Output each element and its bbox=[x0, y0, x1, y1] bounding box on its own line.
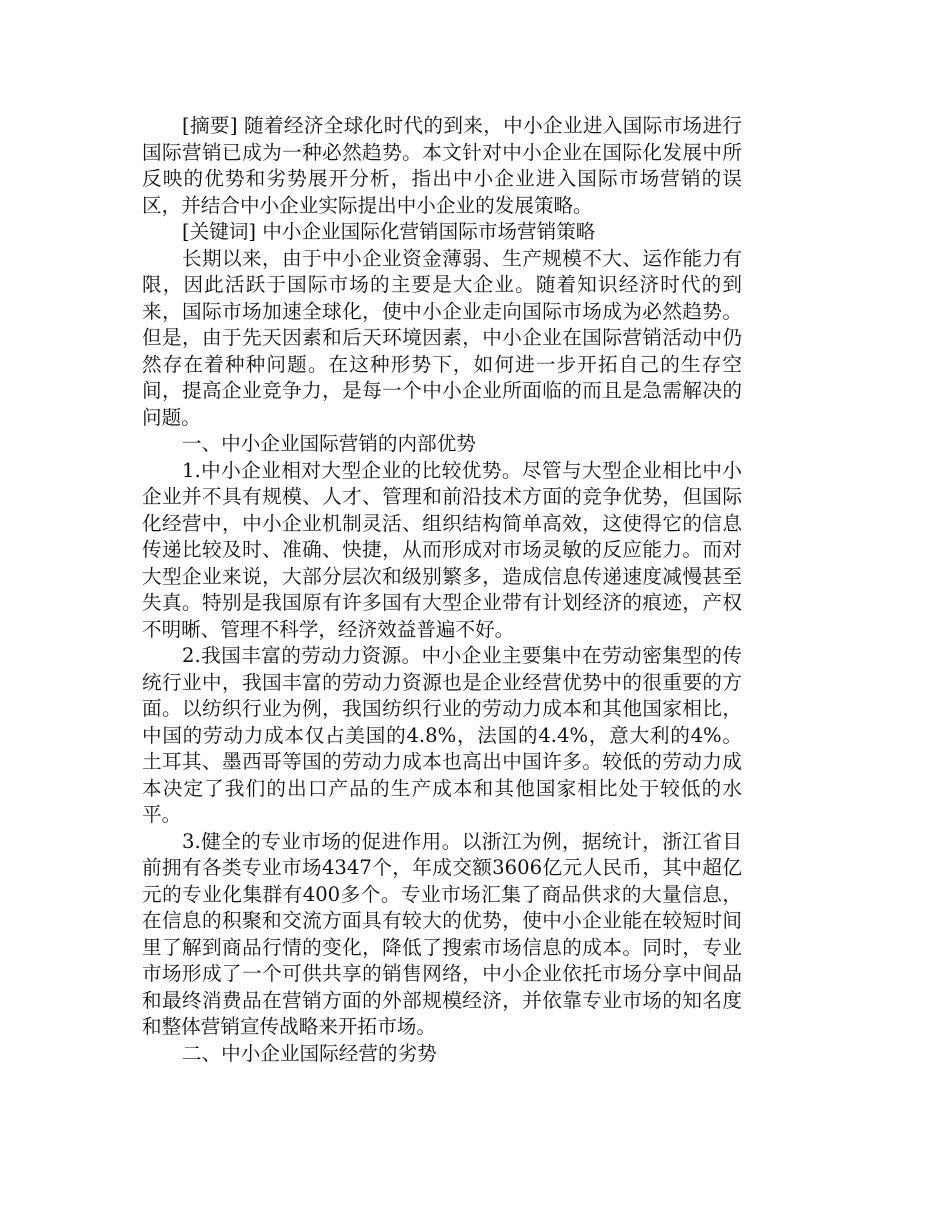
document-body bbox=[142, 113, 742, 1067]
section-heading-2: 二、中小企业国际经营的劣势 bbox=[182, 1041, 437, 1065]
abstract-paragraph: [摘要] 随着经济全球化时代的到来，中小企业进入国际市场进行国际营销已成为一种必然趋势。本文针对中小企业在国际化发展中所反映的优势和劣势展开分析，指出中小企业进入国际市场营销的误区，并结合中小企业实际提出中小企业的发展策略。 bbox=[142, 114, 742, 217]
point-1-paragraph: 1.中小企业相对大型企业的比较优势。尽管与大型企业相比中小企业并不具有规模、人才、管理和前沿技术方面的竞争优势，但国际化经营中，中小企业机制灵活、组织结构简单高效，这使得它的信息传递比较及时、准确、快捷，从而形成对市场灵敏的反应能力。而对大型企业来说，大部分层次和级别繁多，造成信息传递速度减慢甚至失真。特别是我国原有许多国有大型企业带有计划经济的痕迹，产权不明晰、管理不科学，经济效益普遍不好。 bbox=[142, 458, 742, 641]
section-heading-1: 一、中小企业国际营销的内部优势 bbox=[182, 432, 476, 455]
point-2-paragraph: 2.我国丰富的劳动力资源。中小企业主要集中在劳动密集型的传统行业中，我国丰富的劳动力资源也是企业经营优势中的很重要的方面。以纺织行业为例，我国纺织行业的劳动力成本和其他国家相比，中国的劳动力成本仅占美国的4.8%，法国的4.4%，意大利的4%。土耳其、墨西哥等国的劳动力成本也高出中国许多。较低的劳动力成本决定了我们的出口产品的生产成本和其他国家相比处于较低的水平。 bbox=[142, 644, 742, 826]
keywords-paragraph: [关键词] 中小企业国际化营销国际市场营销策略 bbox=[182, 220, 596, 243]
intro-paragraph: 长期以来，由于中小企业资金薄弱、生产规模不大、运作能力有限，因此活跃于国际市场的主要是大企业。随着知识经济时代的到来，国际市场加速全球化，使中小企业走向国际市场成为必然趋势。但是，由于先天因素和后天环境因素，中小企业在国际营销活动中仍然存在着种种问题。在这种形势下，如何进一步开拓自己的生存空间，提高企业竞争力，是每一个中小企业所面临的而且是急需解决的问题。 bbox=[142, 246, 742, 429]
point-3-paragraph: 3.健全的专业市场的促进作用。以浙江为例，据统计，浙江省目前拥有各类专业市场4347个，年成交额3606亿元人民币，其中超亿元的专业化集群有400多个。专业市场汇集了商品供求的大量信息，在信息的积聚和交流方面具有较大的优势，使中小企业能在较短时间里了解到商品行情的变化，降低了搜索市场信息的成本。同时，专业市场形成了一个可供共享的销售网络，中小企业依托市场分享中间品和最终消费品在营销方面的外部规模经济，并依靠专业市场的知名度和整体营销宣传战略来开拓市场。 bbox=[142, 829, 742, 1038]
